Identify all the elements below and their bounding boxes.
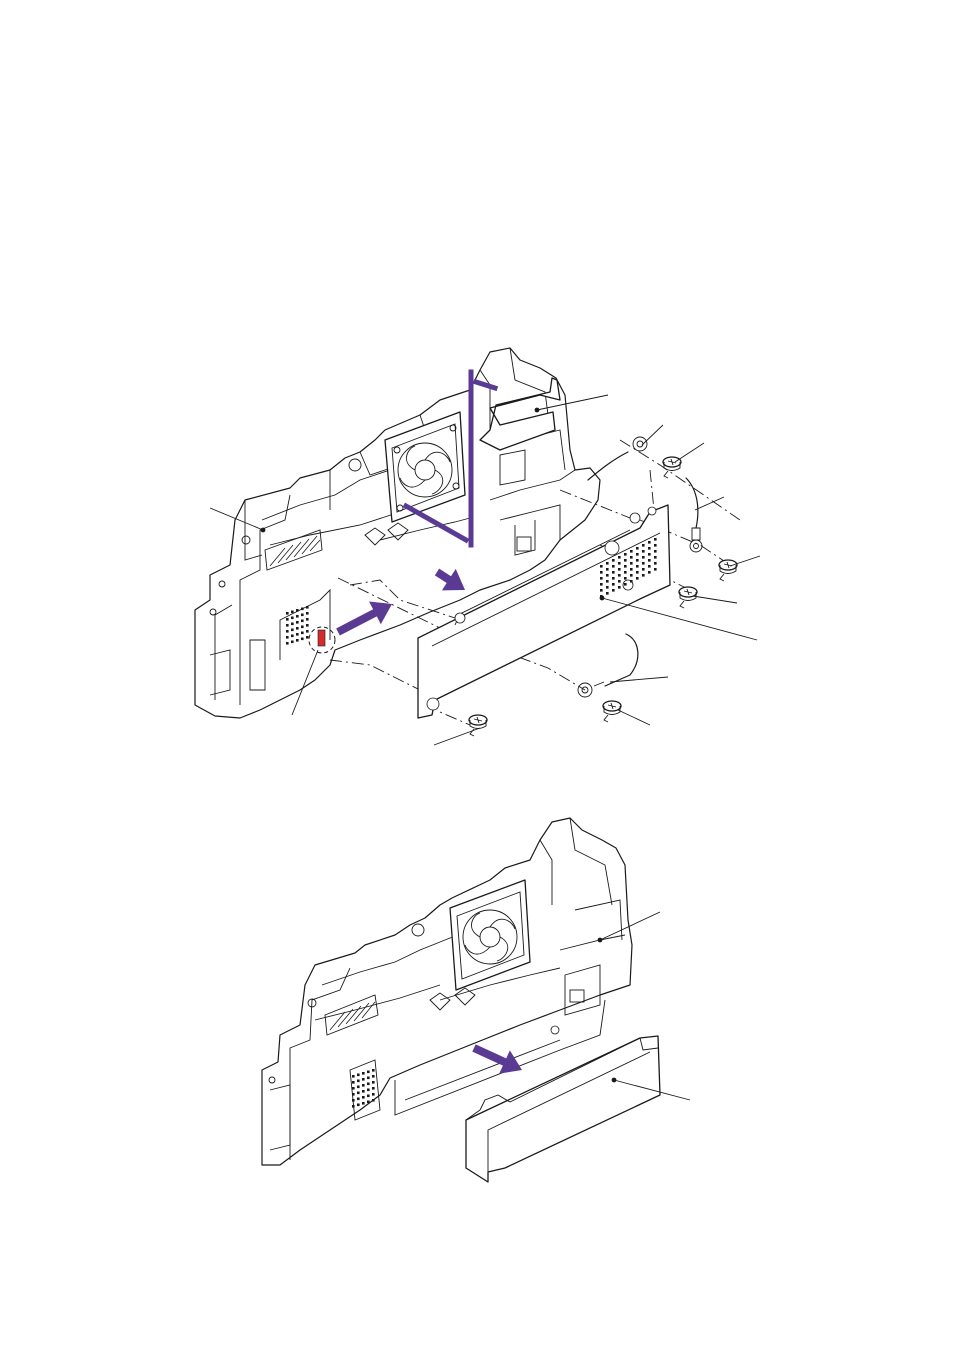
vent-hole <box>357 1098 360 1101</box>
vent-hole <box>306 606 309 609</box>
vent-hole <box>306 612 309 615</box>
leader-dot <box>612 1078 617 1083</box>
leader-dot <box>535 408 540 413</box>
vent-hole <box>600 565 603 568</box>
vent-hole <box>306 636 309 639</box>
vent-hole <box>642 568 645 571</box>
vent-hole <box>301 614 304 617</box>
vent-hole <box>352 1075 355 1078</box>
vent-hole <box>301 632 304 635</box>
vent-hole <box>600 577 603 580</box>
vent-hole <box>606 568 609 571</box>
leader-line <box>210 508 263 530</box>
vent-hole <box>296 633 299 636</box>
vent-hole <box>372 1081 375 1084</box>
vent-hole <box>352 1099 355 1102</box>
screw-icon <box>679 587 697 608</box>
vent-hole <box>612 589 615 592</box>
vent-hole <box>642 550 645 553</box>
vent-hole <box>618 580 621 583</box>
arrow-icon <box>336 601 392 635</box>
leader-line <box>618 710 650 725</box>
vent-hole <box>286 636 289 639</box>
vent-hole <box>612 583 615 586</box>
vent-hole <box>357 1086 360 1089</box>
vent-hole <box>291 629 294 632</box>
vent-hole <box>636 547 639 550</box>
vent-hole <box>618 568 621 571</box>
vent-hole <box>624 571 627 574</box>
vent-hole <box>624 553 627 556</box>
vent-hole <box>291 611 294 614</box>
vent-hole <box>372 1075 375 1078</box>
vent-hole <box>636 565 639 568</box>
vent-hole <box>291 617 294 620</box>
vent-hole <box>600 571 603 574</box>
leader-line <box>675 443 704 462</box>
vent-hole <box>301 608 304 611</box>
lower-cooling-fan <box>450 880 530 990</box>
vent-hole <box>654 538 657 541</box>
main-frame <box>195 348 600 718</box>
vent-hole <box>306 618 309 621</box>
vent-hole <box>362 1078 365 1081</box>
vent-hole <box>296 615 299 618</box>
vent-hole <box>630 568 633 571</box>
vent-hole <box>296 609 299 612</box>
vent-hole <box>618 586 621 589</box>
hatched-label-area <box>265 530 322 570</box>
vent-hole <box>357 1080 360 1083</box>
vent-hole <box>286 618 289 621</box>
vent-hole <box>286 624 289 627</box>
vent-hole <box>357 1104 360 1107</box>
vent-hole <box>367 1083 370 1086</box>
vent-hole <box>362 1102 365 1105</box>
vent-hole <box>296 621 299 624</box>
vent-hole <box>630 574 633 577</box>
leader-line <box>642 425 663 445</box>
vent-hole <box>624 565 627 568</box>
vent-hole <box>606 574 609 577</box>
vent-hole <box>606 592 609 595</box>
callout-leaders <box>210 395 760 745</box>
vent-hole <box>372 1069 375 1072</box>
vent-hole <box>606 580 609 583</box>
hook-detail <box>309 627 335 653</box>
vent-hole <box>286 642 289 645</box>
arrow-icon <box>435 569 465 591</box>
vent-hole <box>654 544 657 547</box>
leader-line <box>434 728 480 745</box>
vent-hole <box>306 624 309 627</box>
vent-hole <box>654 556 657 559</box>
vent-hole <box>612 559 615 562</box>
vent-hole <box>648 565 651 568</box>
vent-hole <box>636 577 639 580</box>
upper-figure <box>195 348 760 745</box>
vent-hole <box>291 623 294 626</box>
vent-hole <box>301 638 304 641</box>
vent-hole <box>362 1084 365 1087</box>
vent-hole <box>352 1081 355 1084</box>
cooling-fan <box>385 412 465 522</box>
vent-hole <box>296 627 299 630</box>
vent-hole <box>301 626 304 629</box>
vent-hole <box>357 1092 360 1095</box>
lower-figure <box>262 818 690 1182</box>
screw-icon <box>469 715 487 736</box>
vent-hole <box>642 562 645 565</box>
vent-hole <box>642 556 645 559</box>
vent-hole <box>286 612 289 615</box>
vent-hole <box>352 1105 355 1108</box>
vent-hole <box>367 1101 370 1104</box>
vent-hole <box>296 639 299 642</box>
leader-dot <box>600 596 605 601</box>
vent-hole <box>630 562 633 565</box>
vent-hole <box>630 556 633 559</box>
vent-hole <box>648 547 651 550</box>
vent-hole <box>636 559 639 562</box>
vent-hole <box>654 550 657 553</box>
vent-hole <box>648 541 651 544</box>
vent-hole <box>606 562 609 565</box>
leader-line <box>693 596 737 603</box>
vent-hole <box>291 641 294 644</box>
vent-hole <box>357 1074 360 1077</box>
vent-hole <box>624 577 627 580</box>
vent-hole <box>642 574 645 577</box>
vent-hole <box>301 620 304 623</box>
vent-hole <box>636 571 639 574</box>
leader-line <box>695 497 724 510</box>
arrow-icon <box>472 1044 522 1073</box>
vent-hole <box>367 1077 370 1080</box>
leader-line <box>602 598 757 640</box>
leader-dot <box>261 528 266 533</box>
vent-hole <box>362 1090 365 1093</box>
vent-hole <box>362 1072 365 1075</box>
vent-hole <box>306 630 309 633</box>
vent-hole <box>648 571 651 574</box>
vent-hole <box>624 559 627 562</box>
vent-hole <box>612 565 615 568</box>
vent-hole <box>362 1096 365 1099</box>
vent-hole <box>612 577 615 580</box>
vent-hole <box>367 1071 370 1074</box>
vent-hole <box>642 544 645 547</box>
screw-icon <box>603 701 621 722</box>
vent-hole <box>352 1087 355 1090</box>
vent-hole <box>367 1089 370 1092</box>
vent-hole <box>648 553 651 556</box>
vent-hole <box>372 1087 375 1090</box>
vent-hole <box>624 583 627 586</box>
vent-hole <box>600 583 603 586</box>
leader-dot <box>598 938 603 943</box>
vent-hole <box>636 553 639 556</box>
vent-hole <box>286 630 289 633</box>
vent-hole <box>352 1093 355 1096</box>
vent-hole <box>372 1093 375 1096</box>
vent-hole <box>291 635 294 638</box>
vent-hole <box>654 568 657 571</box>
vent-hole <box>618 562 621 565</box>
vent-hole <box>600 589 603 592</box>
screw-icon <box>719 560 737 581</box>
vent-hole <box>618 556 621 559</box>
vent-hole <box>648 559 651 562</box>
vent-hole <box>612 571 615 574</box>
vent-hole <box>630 580 633 583</box>
vent-hole <box>618 574 621 577</box>
lower-direction-arrows <box>472 1044 522 1073</box>
vent-hole <box>372 1099 375 1102</box>
vent-hole <box>654 562 657 565</box>
vent-hole <box>367 1095 370 1098</box>
leader-line <box>292 650 318 715</box>
vent-hole <box>630 550 633 553</box>
vent-hole <box>606 586 609 589</box>
